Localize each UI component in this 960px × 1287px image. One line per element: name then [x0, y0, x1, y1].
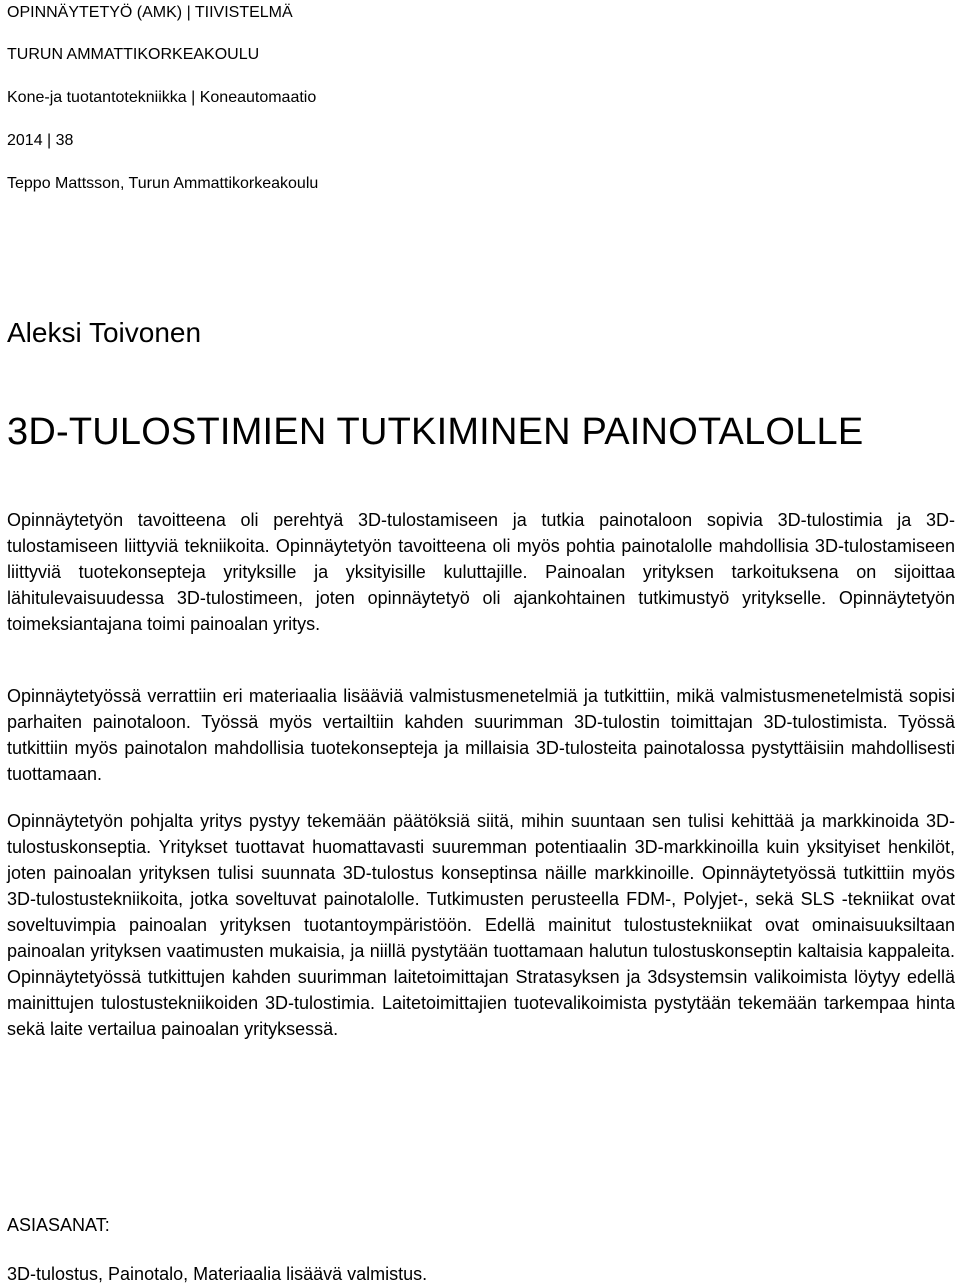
- thesis-title: 3D-TULOSTIMIEN TUTKIMINEN PAINOTALOLLE: [7, 411, 864, 453]
- abstract-paragraph-2: Opinnäytetyössä verrattiin eri materiaalia lisääviä valmistusmenetelmiä ja tutkittiin, mikä valmistusmenetelmistä sopisi parhaiten painotaloon. Työssä myös vertailtiin kahden suurimman 3D-tulostin toimittajan 3D-tulostimista. Työssä tutkittiin myös painotalon mahdollisia tuotekonsepteja ja millaisia 3D-tulosteita painotalossa pystyttäisiin mahdollisesti tuottamaan.: [7, 686, 955, 784]
- keywords-heading: ASIASANAT:: [7, 1215, 110, 1235]
- abstract-paragraph-1: Opinnäytetyön tavoitteena oli perehtyä 3D-tulostamiseen ja tutkia painotaloon sopivia 3D-tulostimia ja 3D-tulostamiseen liittyviä tekniikoita. Opinnäytetyön tavoitteena oli myös pohtia painotalolle mahdollisia 3D-tulostamiseen liittyviä tuotekonsepteja yrityksille ja yksityisille kuluttajille. Painoalan yrityksen tarkoituksena on sijoittaa lähitulevaisuudessa 3D-tulostimeen, joten opinnäytetyö oli ajankohtainen tutkimustyö yritykselle. Opinnäytetyön toimeksiantajana toimi painoalan yritys.: [7, 510, 955, 634]
- supervisor-line: Teppo Mattsson, Turun Ammattikorkeakoulu: [7, 175, 319, 192]
- programme-line: Kone-ja tuotantotekniikka | Koneautomaatio: [7, 89, 317, 106]
- author-name: Aleksi Toivonen: [7, 317, 202, 348]
- keywords-list: 3D-tulostus, Painotalo, Materiaalia lisäävä valmistus.: [7, 1264, 428, 1284]
- university-line: TURUN AMMATTIKORKEAKOULU: [7, 46, 260, 63]
- year-pages-line: 2014 | 38: [7, 132, 74, 149]
- abstract-paragraph-3: Opinnäytetyön pohjalta yritys pystyy tekemään päätöksiä siitä, mihin suuntaan sen tulisi kehittää ja markkinoida 3D-tulostuskonseptia. Yritykset tuottavat huomattavasti suuremman potentiaalin 3D-markkinoilla kuin yksityiset henkilöt, joten painoalan yrityksen tulisi suunnata 3D-tulostus konseptinsa näille markkinoille. Opinnäytetyössä tutkittiin myös 3D-tulostustekniikoita, jotka soveltuvat painotalolle. Tutkimusten perusteella FDM-, Polyjet-, sekä SLS -tekniikat ovat soveltuvimpia painoalan yrityksen tuotantoympäristöön. Edellä mainitut tulostustekniikat ovat ominaisuuksiltaan painoalan yrityksen vaatimusten mukaisia, ja niillä pystytään tuottamaan halutun tulostuskonseptin kaltaisia kappaleita. Opinnäytetyössä tutkittujen kahden suurimman laitetoimittajan Stratasyksen ja 3dsystemsin valikoimista löytyy edellä mainittujen tulostustekniikoiden 3D-tulostimia. Laitetoimittajien tuotevalikoimista pystytään tekemään tarkempaa hinta sekä laite vertailua painoalan yrityksessä.: [7, 811, 955, 1039]
- thesis-type-line: OPINNÄYTETYÖ (AMK) | TIIVISTELMÄ: [7, 4, 293, 21]
